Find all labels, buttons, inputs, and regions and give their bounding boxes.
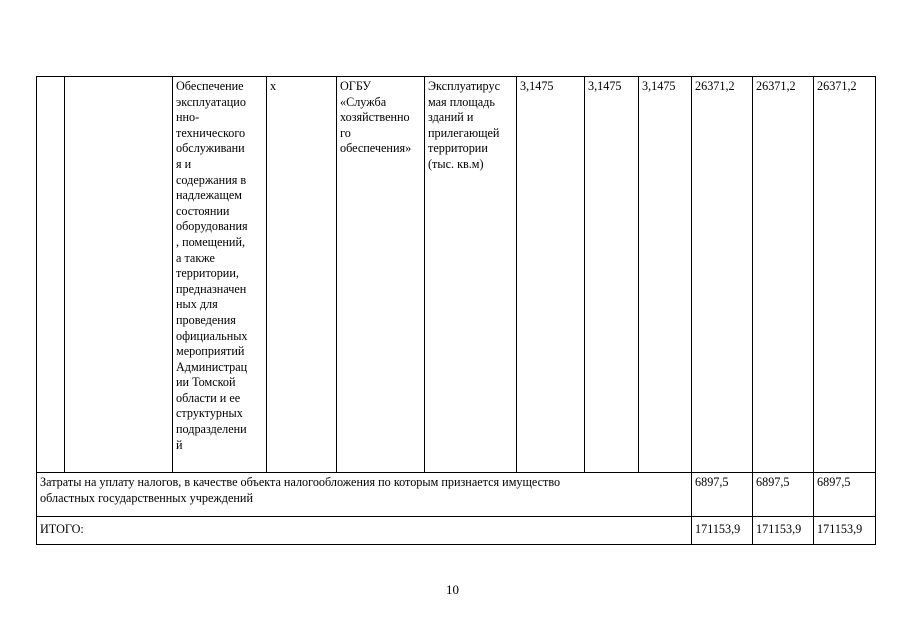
cost-table <box>36 76 876 545</box>
taxes-label-cell: Затраты на уплату налогов, в качестве объекта налогообложения по которым признается имущество областных государственных учреждений <box>37 473 692 517</box>
program-cell <box>65 77 173 473</box>
cost-cell-1: 26371,2 <box>692 77 753 473</box>
cost-cell-2: 26371,2 <box>753 77 814 473</box>
row-number-cell <box>37 77 65 473</box>
taxes-cost-cell-2: 6897,5 <box>753 473 814 517</box>
cost-cell-3: 26371,2 <box>814 77 876 473</box>
table-row-taxes <box>37 473 876 517</box>
indicator-cell: Эксплуатирус мая площадь зданий и прилегающей территории (тыс. кв.м) <box>425 77 517 473</box>
taxes-cost-cell-3: 6897,5 <box>814 473 876 517</box>
total-cost-cell-1: 171153,9 <box>692 517 753 545</box>
activity-cell: Обеспечение эксплуатацио нно- технического обслуживани я и содержания в надлежащем состоянии оборудования , помещений, а также территории, предназначен ных для проведения официальных мероприятий Администрац ии Томской области и ее структурных подразделени й <box>173 77 267 473</box>
total-cost-cell-3: 171153,9 <box>814 517 876 545</box>
total-cost-cell-2: 171153,9 <box>753 517 814 545</box>
indicator-value-cell-1: 3,1475 <box>517 77 585 473</box>
table-row-main <box>37 77 876 473</box>
marker-cell: x <box>267 77 337 473</box>
table-row-total <box>37 517 876 545</box>
indicator-value-cell-2: 3,1475 <box>585 77 639 473</box>
indicator-value-cell-3: 3,1475 <box>639 77 692 473</box>
page-number: 10 <box>446 582 459 597</box>
total-label-cell: ИТОГО: <box>37 517 692 545</box>
taxes-cost-cell-1: 6897,5 <box>692 473 753 517</box>
institution-cell: ОГБУ «Служба хозяйственно го обеспечения» <box>337 77 425 473</box>
